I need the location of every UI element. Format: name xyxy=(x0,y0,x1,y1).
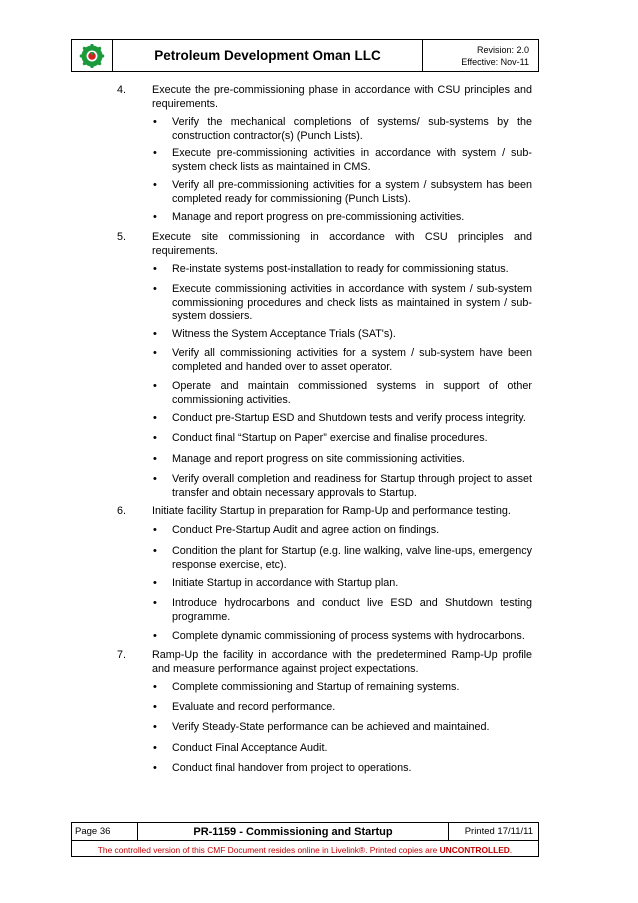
item-number: 6. xyxy=(117,505,127,517)
page-number: Page 36 xyxy=(72,823,138,840)
printed-date: Printed 17/11/11 xyxy=(464,826,533,837)
pdo-logo xyxy=(72,40,113,71)
notice-text: The controlled version of this CMF Document resides online in Livelink®. Printed copies are xyxy=(97,844,438,855)
page-header xyxy=(71,39,539,72)
company-name: Petroleum Development Oman LLC xyxy=(113,40,423,71)
item-number: 7. xyxy=(117,649,127,661)
item-number: 5. xyxy=(117,231,127,243)
revision-label: Revision: 2.0 xyxy=(476,44,529,55)
item-text: Ramp-Up the facility in accordance with the predetermined Ramp-Up profile and measure performance against project expectations. xyxy=(152,649,532,675)
item-number: 4. xyxy=(117,84,127,96)
effective-date: Effective: Nov-11 xyxy=(461,56,529,67)
notice-end: . xyxy=(509,844,513,855)
item-text: Initiate facility Startup in preparation for Ramp-Up and performance testing. xyxy=(152,505,511,517)
control-notice xyxy=(72,841,538,858)
item-text: Execute the pre-commissioning phase in accordance with CSU principles and requirements. xyxy=(152,84,532,110)
revision-info xyxy=(423,40,538,71)
item-text: Execute site commissioning in accordance with CSU principles and requirements. xyxy=(152,231,532,257)
document-title: PR-1159 - Commissioning and Startup xyxy=(138,823,449,840)
notice-uncontrolled: UNCONTROLLED xyxy=(439,844,510,855)
pdo-logo-icon xyxy=(79,44,105,68)
page-footer xyxy=(71,822,539,857)
